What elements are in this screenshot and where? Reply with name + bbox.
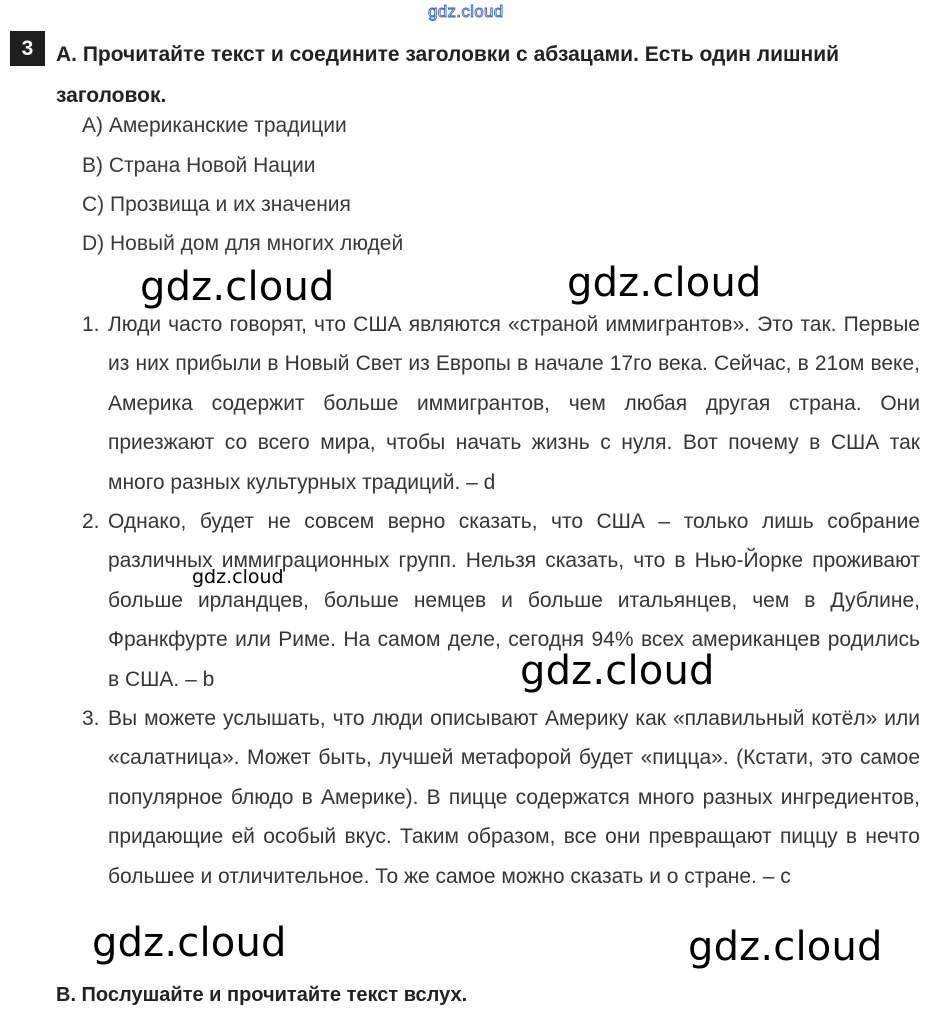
paragraph-1	[82, 305, 920, 502]
watermark: gdz.cloud	[520, 648, 715, 694]
paragraph-2	[82, 502, 920, 699]
part-b-instruction: B. Послушайте и прочитайте текст вслух.	[56, 984, 468, 1006]
paragraph-text: Однако, будет не совсем верно сказать, что США – только лишь собрание различных иммиграционных групп. Нельзя сказать, что в Нью-Йорке проживают больше ирландцев, больше немцев и больше итальянцев, чем в Дублине, Франкфурте или Риме. На самом деле, сегодня 94% всех американцев родились в США. – b	[108, 510, 920, 691]
watermark: gdz.cloud	[567, 260, 762, 306]
paragraph-number: 2.	[82, 510, 100, 533]
paragraph-3	[82, 699, 920, 896]
watermark: gdz.cloud	[688, 924, 883, 970]
watermark-small: gdz.cloud	[192, 566, 284, 588]
option-b: B) Страна Новой Нации	[82, 154, 316, 177]
task-title: A. Прочитайте текст и соедините заголовки с абзацами. Есть один лишний заголовок.	[56, 43, 840, 107]
task-number-badge: 3	[10, 31, 45, 66]
paragraph-number: 1.	[82, 313, 100, 336]
paragraph-number: 3.	[82, 707, 100, 730]
watermark: gdz.cloud	[140, 264, 335, 310]
option-a: A) Американские традиции	[82, 114, 347, 137]
watermark: gdz.cloud	[92, 920, 287, 966]
option-c: C) Прозвища и их значения	[82, 193, 351, 216]
paragraph-text: Вы можете услышать, что люди описывают Америку как «плавильный котёл» или «салатница». Может быть, лучшей метафорой будет «пицца». (Кстати, это самое популярное блюдо в Америке). В пицце содержатся много разных ингредиентов, придающие ей особый вкус. Таким образом, все они превращают пиццу в нечто большее и отличительное. То же самое можно сказать и о стране. – c	[108, 707, 920, 888]
paragraph-text: Люди часто говорят, что США являются «страной иммигрантов». Это так. Первые из них прибыли в Новый Свет из Европы в начале 17го века. Сейчас, в 21ом веке, Америка содержит больше иммигрантов, чем любая другая страна. Они приезжают со всего мира, чтобы начать жизнь с нуля. Вот почему в США так много разных культурных традиций. – d	[108, 313, 920, 494]
option-d: D) Новый дом для многих людей	[82, 232, 404, 255]
watermark-top: gdz.cloud	[428, 2, 504, 21]
